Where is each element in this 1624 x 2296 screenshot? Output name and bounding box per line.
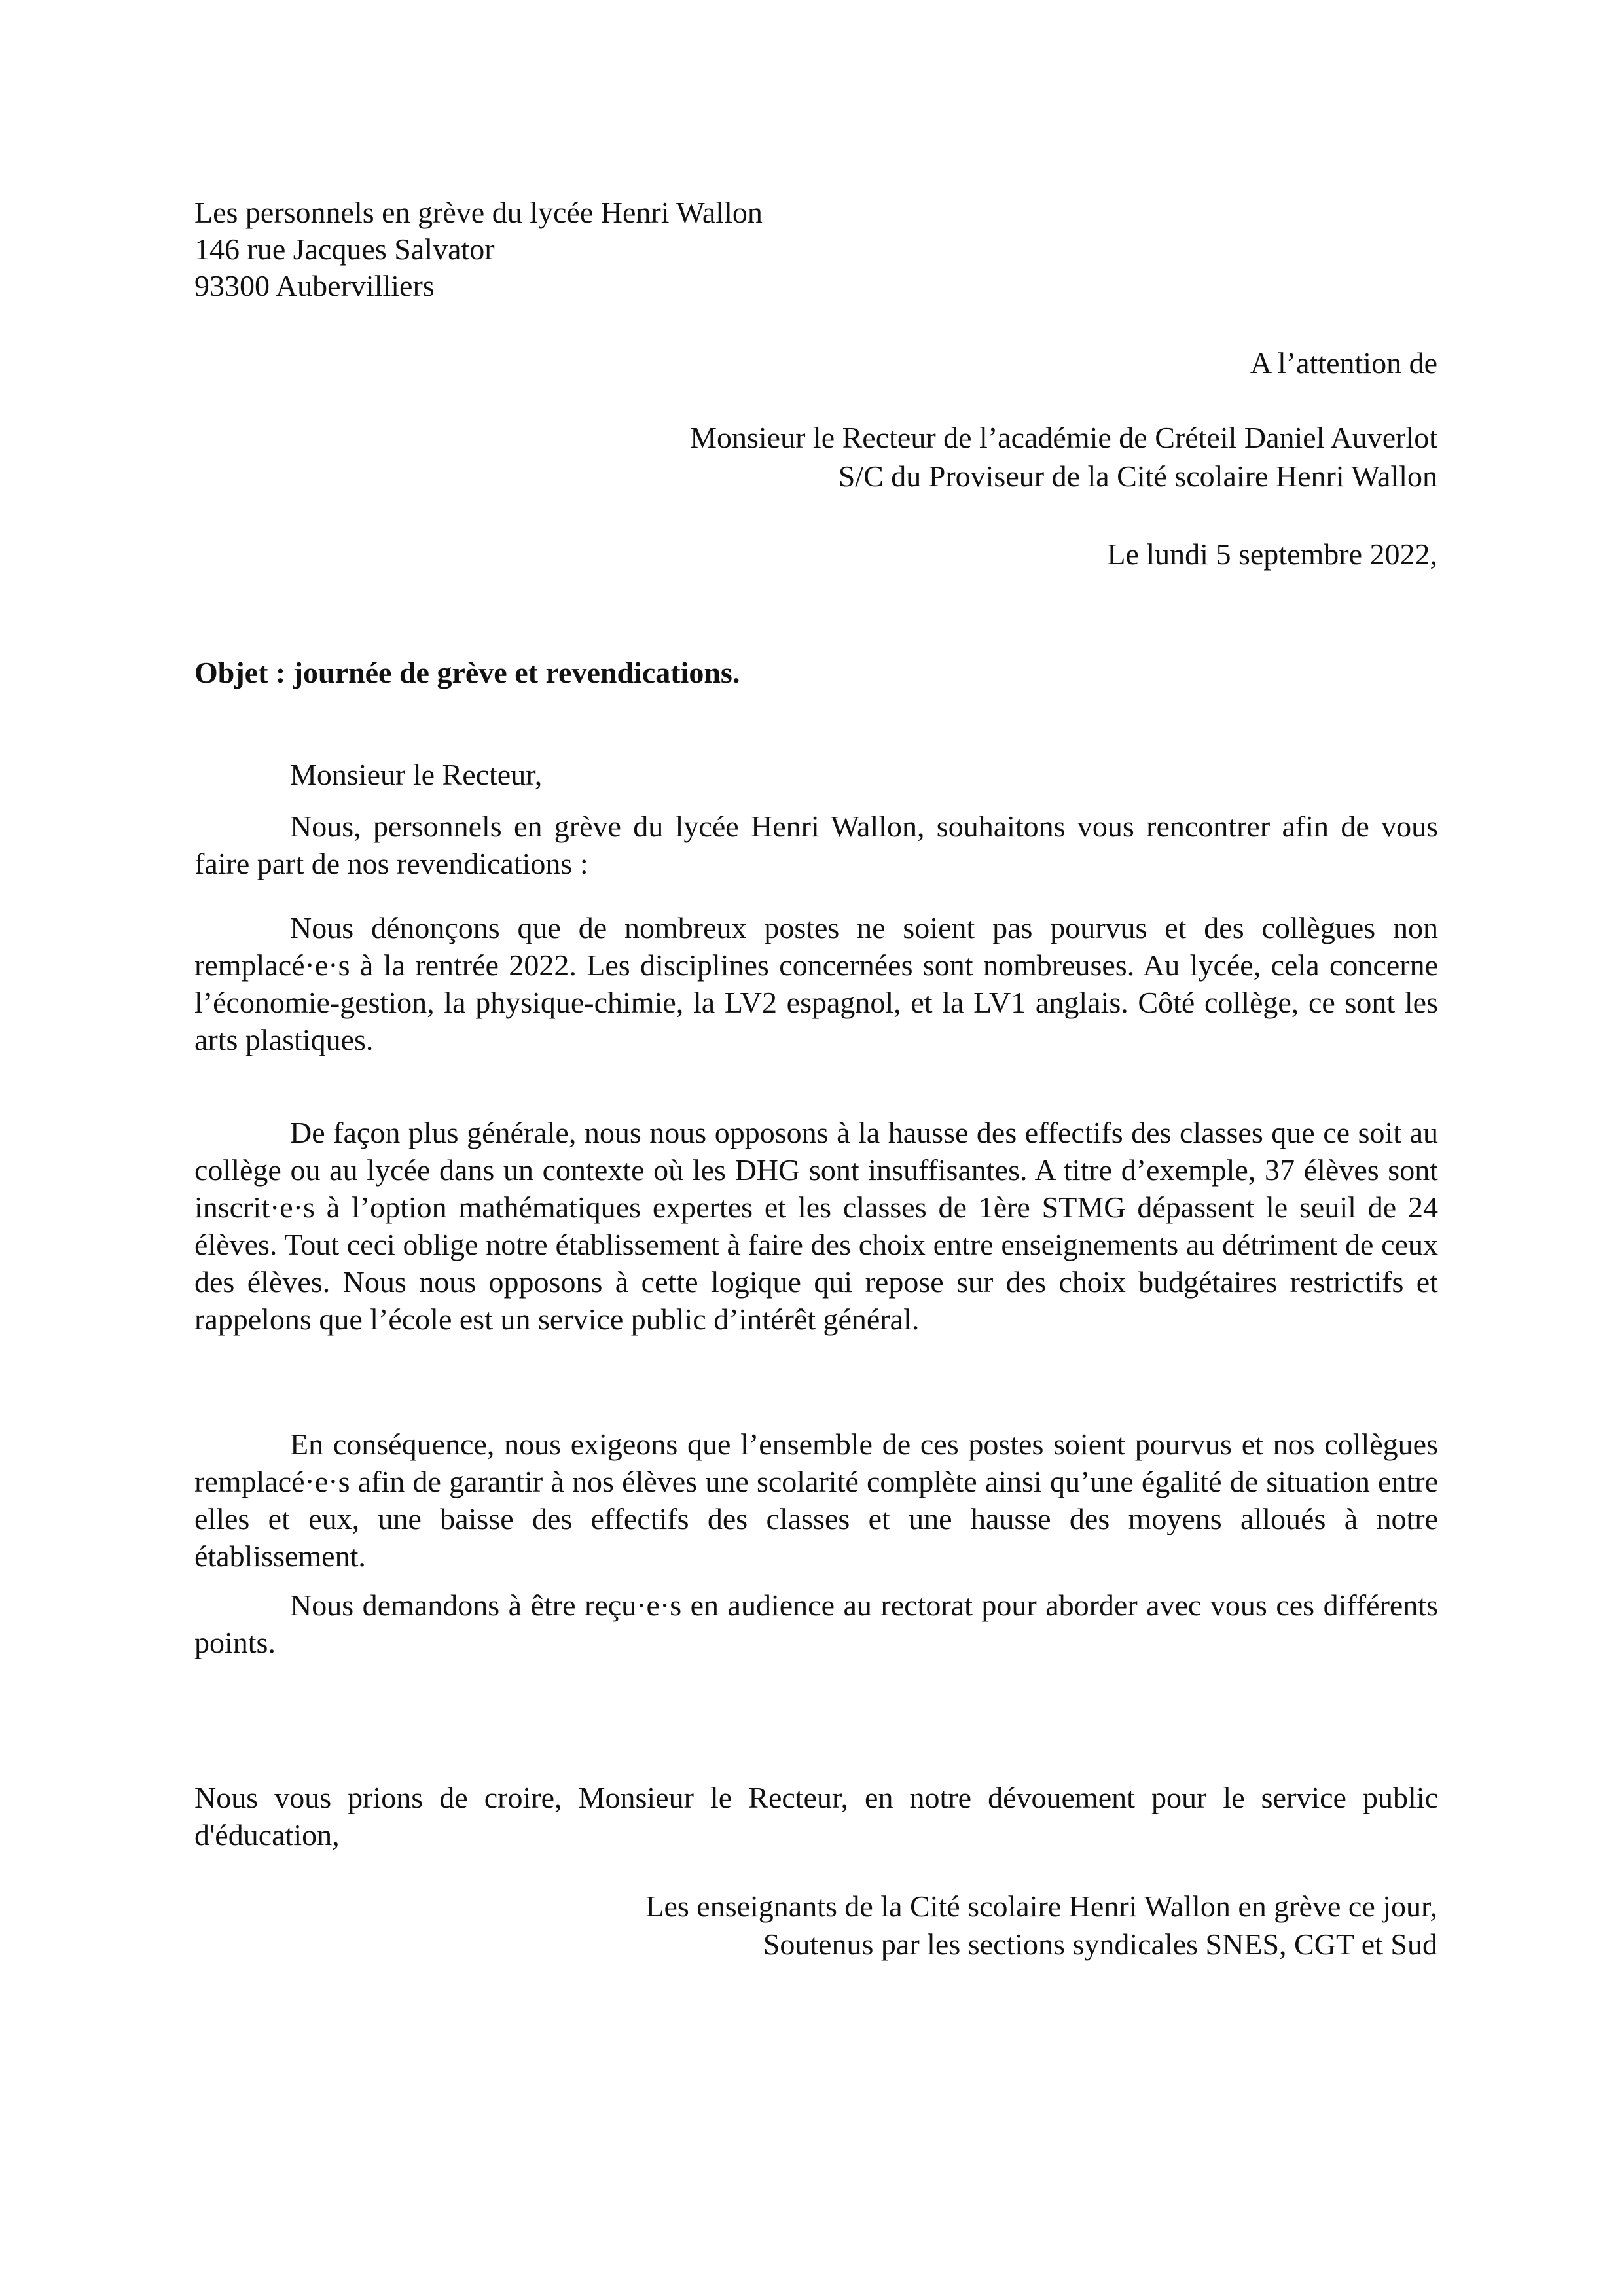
sender-city: 93300 Aubervilliers xyxy=(194,269,435,302)
signature-support: Soutenus par les sections syndicales SNES, CGT et Sud xyxy=(763,1928,1437,1961)
letter-subject: Objet : journée de grève et revendications. xyxy=(194,656,740,689)
attention-line: A l’attention de xyxy=(1250,346,1437,380)
body-paragraph: Nous dénonçons que de nombreux postes ne soient pas pourvus et des collègues non remplacé·e·s à la rentrée 2022. Les disciplines concernées sont nombreuses. Au lycée, cela concerne l’économie-gestion, la physique-chimie, la LV2 espagnol, et la LV1 anglais. Côté collège, ce sont les arts plastiques. xyxy=(194,911,1438,1056)
body-paragraph: En conséquence, nous exigeons que l’ensemble de ces postes soient pourvus et nos collègues remplacé·e·s afin de garantir à nos élèves une scolarité complète ainsi qu’une égalité de situation entre elles et eux, une baisse des effectifs des classes et une hausse des moyens alloués à notre établissement. xyxy=(194,1427,1438,1573)
sender-street: 146 rue Jacques Salvator xyxy=(194,232,495,266)
recipient-name: Monsieur le Recteur de l’académie de Créteil Daniel Auverlot xyxy=(690,421,1437,454)
sender-name: Les personnels en grève du lycée Henri Wallon xyxy=(194,196,763,229)
salutation: Monsieur le Recteur, xyxy=(290,758,543,791)
body-paragraph: Nous, personnels en grève du lycée Henri Wallon, souhaitons vous rencontrer afin de vous faire part de nos revendications : xyxy=(194,810,1438,880)
closing-formula: Nous vous prions de croire, Monsieur le Recteur, en notre dévouement pour le service public d'éducation, xyxy=(194,1781,1438,1852)
letter-date: Le lundi 5 septembre 2022, xyxy=(1107,537,1437,571)
body-paragraph: Nous demandons à être reçu·e·s en audience au rectorat pour aborder avec vous ces différents points. xyxy=(194,1588,1438,1659)
body-paragraph: De façon plus générale, nous nous opposons à la hausse des effectifs des classes que ce soit au collège ou au lycée dans un contexte où les DHG sont insuffisantes. A titre d’exemple, 37 élèves sont inscrit·e·s à l’option mathématiques expertes et les classes de 1ère STMG dépassent le seuil de 24 élèves. Tout ceci oblige notre établissement à faire des choix entre enseignements au détriment de ceux des élèves. Nous nous opposons à cette logique qui repose sur des choix budgétaires restrictifs et rappelons que l’école est un service public d’intérêt général. xyxy=(194,1116,1438,1336)
signature-line: Les enseignants de la Cité scolaire Henri Wallon en grève ce jour, xyxy=(645,1890,1437,1923)
recipient-via: S/C du Proviseur de la Cité scolaire Henri Wallon xyxy=(838,459,1437,493)
